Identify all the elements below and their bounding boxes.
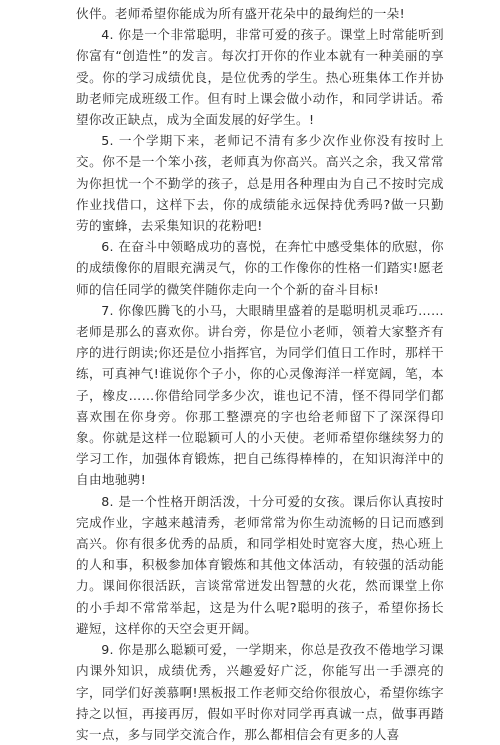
paragraph-comment-4: 4. 你是一个非常聪明，非常可爱的孩子。课堂上时常能听到你富有“创造性”的发言。每次打开你的作业本就有一种美丽的享受。你的学习成绩优良，是位优秀的学生。热心班集体工作并协助老师完成班级工作。但有时上课会做小动作，和同学讲话。希望你改正缺点，成为全面发展的好学生。! (76, 27, 444, 128)
paragraph-comment-5: 5. 一个学期下来，老师记不清有多少次作业你没有按时上交。你不是一个笨小孩，老师真为你高兴。高兴之余，我又常常为你担忧一个不勤学的孩子，总是用各种理由为自己不按时完成作业找借口，这样下去，你的成绩能永远保持优秀吗?做一只勤劳的蜜蜂，去采集知识的花粉吧! (76, 133, 444, 234)
paragraph-comment-8: 8. 是一个性格开朗活泼，十分可爱的女孩。课后你认真按时完成作业，字越来越清秀，老师常常为你生动流畅的日记而感到高兴。你有很多优秀的品质，和同学相处时宽容大度，热心班上的人和事，积极参加体育锻炼和其他文体活动，有较强的活动能力。课间你很活跃，言谈常常迸发出智慧的火花，然而课堂上你的小手却不常常举起，这是为什么呢?聪明的孩子，希望你扬长避短，这样你的天空会更开阔。 (76, 493, 444, 636)
paragraph-comment-7: 7. 你像匹腾飞的小马，大眼睛里盛着的是聪明机灵乖巧……老师是那么的喜欢你。讲台旁，你是位小老师，领着大家整齐有序的进行朗读;你还是位小指挥官，为同学们值日工作时，那样干练，可真神气!谁说你个子小，你的心灵像海洋一样宽阔，笔，本子，橡皮……你借给同学多少次，谁也记不清，怪不得同学们都喜欢围在你身旁。你那工整漂亮的字也给老师留下了深深得印象。你就是这样一位聪颖可人的小天使。老师希望你继续努力的学习工作，加强体育锻炼，把自己练得棒棒的，在知识海洋中的自由地驰骋! (76, 302, 444, 488)
paragraph-comment-6: 6. 在奋斗中领略成功的喜悦，在奔忙中感受集体的欣慰，你的成绩像你的眉眼充满灵气，你的工作像你的性格一们踏实!愿老师的信任同学的微笑伴随你走向一个个新的奋斗目标! (76, 239, 444, 297)
paragraph-continuation: 伙伴。老师希望你能成为所有盛开花朵中的最绚烂的一朵! (76, 6, 405, 21)
paragraph-comment-9: 9. 你是那么聪颖可爱，一学期来，你总是孜孜不倦地学习课内课外知识，成绩优秀，兴趣爱好广泛，你能写出一手漂亮的字，同学们好羡慕啊!黑板报工作老师交给你很放心，希望你练字持之以恒，再接再厉，假如平时你对同学再真诚一点，做事再踏实一点，多与同学交流合作，那么都相信会有更多的人喜 (76, 642, 444, 742)
